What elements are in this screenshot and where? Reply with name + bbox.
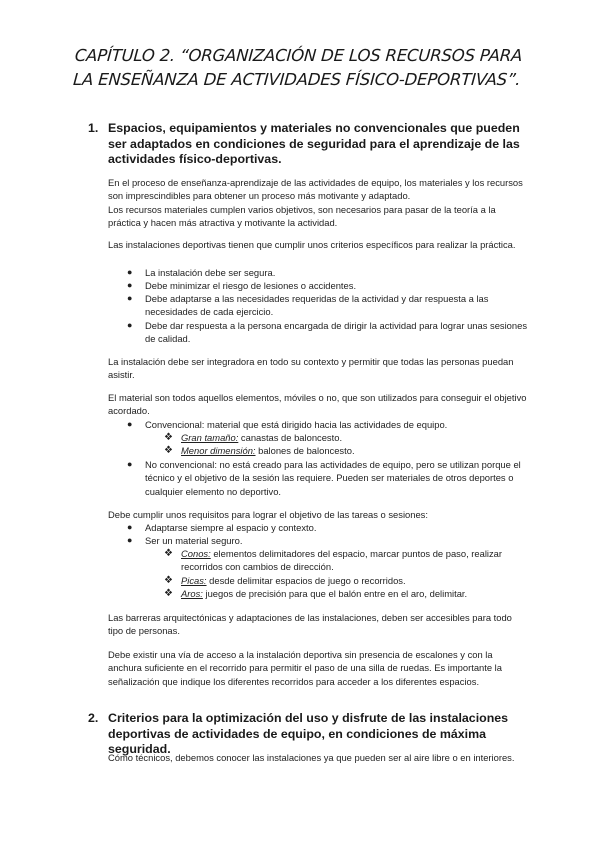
bullet-icon: ● bbox=[127, 459, 133, 469]
bullet-icon: ● bbox=[127, 535, 133, 545]
bullet-icon: ● bbox=[127, 522, 133, 532]
bullet-item bbox=[127, 534, 527, 547]
sub-bullet-text: canastas de baloncesto. bbox=[238, 432, 343, 443]
bullet-text: Debe adaptarse a las necesidades requeridas de la actividad y dar respuesta a las necesidades de cada ejercicio. bbox=[145, 293, 489, 318]
diamond-bullet-icon: ❖ bbox=[164, 575, 173, 586]
diamond-bullet-icon: ❖ bbox=[164, 445, 173, 456]
chapter-title: CAPÍTULO 2. “ORGANIZACIÓN DE LOS RECURSOS PARA LA ENSEÑANZA DE ACTIVIDADES FÍSICO-DEPORTIVAS”. bbox=[72, 46, 523, 89]
sub-bullet-text: juegos de precisión para que el balón entre en el aro, delimitar. bbox=[202, 588, 468, 599]
bullet-item-no-convencional bbox=[127, 458, 527, 498]
section-2-heading-text: Criterios para la optimización del uso y disfrute de las instalaciones deportivas de actividades de equipo, en condiciones de máxima seguridad. bbox=[108, 711, 509, 756]
sub-bullet-label: Conos: bbox=[181, 548, 211, 559]
section-1-number: 1. bbox=[88, 121, 99, 135]
section-2-number: 2. bbox=[88, 711, 99, 725]
sub-bullet-item bbox=[164, 547, 528, 574]
bullet-icon: ● bbox=[127, 267, 133, 277]
bullet-text: No convencional: no está creado para las actividades de equipo, pero se utilizan porque el técnico y el objetivo de la sesión las requiere. Pueden ser materiales de otros deportes o cualquier elemento no deportivo. bbox=[145, 459, 521, 497]
material-intro: El material son todos aquellos elementos, móviles o no, que son utilizados para conseguir el objetivo acordado. bbox=[108, 392, 527, 417]
bullet-item-convencional bbox=[127, 418, 527, 431]
integradora-paragraph: La instalación debe ser integradora en todo su contexto y permitir que todas las personas puedan asistir. bbox=[108, 356, 514, 381]
sub-bullet-label: Picas: bbox=[181, 575, 207, 586]
bullet-text: Adaptarse siempre al espacio y contexto. bbox=[145, 522, 317, 533]
diamond-bullet-icon: ❖ bbox=[164, 548, 173, 559]
bullet-text: Convencional: material que está dirigido hacia las actividades de equipo. bbox=[145, 419, 448, 430]
bullet-text: Ser un material seguro. bbox=[145, 535, 243, 546]
sub-bullet-item bbox=[164, 574, 528, 587]
bullet-text: Debe dar respuesta a la persona encargada de dirigir la actividad para lograr unas sesiones de calidad. bbox=[145, 320, 528, 345]
section-1-heading-text: Espacios, equipamientos y materiales no convencionales que pueden ser adaptados en condiciones de seguridad para el aprendizaje de las actividades físico-deportivas. bbox=[108, 121, 520, 166]
sub-bullet-label: Gran tamaño: bbox=[181, 432, 239, 443]
requisitos-intro: Debe cumplir unos requisitos para lograr el objetivo de las tareas o sesiones: bbox=[108, 509, 428, 520]
bullet-item bbox=[127, 521, 527, 534]
diamond-bullet-icon: ❖ bbox=[164, 588, 173, 599]
instalaciones-intro: Las instalaciones deportivas tienen que cumplir unos criterios específicos para realizar la práctica. bbox=[108, 239, 516, 250]
sub-bullet-text: balones de baloncesto. bbox=[255, 445, 355, 456]
bullet-item bbox=[127, 292, 527, 319]
sub-bullet-item bbox=[164, 587, 528, 600]
bullet-item bbox=[127, 266, 527, 279]
barreras-paragraph: Las barreras arquitectónicas y adaptaciones de las instalaciones, deben ser accesibles para todo tipo de personas. bbox=[108, 612, 512, 637]
diamond-bullet-icon: ❖ bbox=[164, 432, 173, 443]
bullet-icon: ● bbox=[127, 419, 133, 429]
bullet-icon: ● bbox=[127, 280, 133, 290]
sub-bullet-item bbox=[164, 444, 528, 457]
sub-bullet-label: Aros: bbox=[181, 588, 203, 599]
sub-bullet-text: elementos delimitadores del espacio, marcar puntos de paso, realizar recorridos con cambios de dirección. bbox=[181, 548, 503, 573]
tecnicos-paragraph: Cómo técnicos, debemos conocer las instalaciones ya que pueden ser al aire libre o en interiores. bbox=[108, 752, 515, 763]
bullet-item bbox=[127, 279, 527, 292]
section-1-heading bbox=[88, 121, 528, 168]
sub-bullet-text: desde delimitar espacios de juego o recorridos. bbox=[206, 575, 406, 586]
bullet-icon: ● bbox=[127, 293, 133, 303]
bullet-text: Debe minimizar el riesgo de lesiones o accidentes. bbox=[145, 280, 357, 291]
bullet-icon: ● bbox=[127, 320, 133, 330]
sub-bullet-item bbox=[164, 431, 528, 444]
acceso-paragraph: Debe existir una vía de acceso a la instalación deportiva sin presencia de escalones y con la anchura suficiente en el recorrido para permitir el paso de una silla de ruedas. Es importante la señalización que indique los diferentes recorridos para acceder a los diferentes espacios. bbox=[108, 649, 502, 687]
bullet-item bbox=[127, 319, 527, 346]
bullet-text: La instalación debe ser segura. bbox=[145, 267, 276, 278]
sub-bullet-label: Menor dimensión: bbox=[181, 445, 256, 456]
intro-paragraph-2: Los recursos materiales cumplen varios objetivos, son necesarios para pasar de la teoría a la práctica y hacen más atractiva y motivante la actividad. bbox=[108, 204, 496, 229]
intro-paragraph-1: En el proceso de enseñanza-aprendizaje de las actividades de equipo, los materiales y los recursos son imprescindibles para obtener un proceso más motivante y adaptado. bbox=[108, 177, 523, 202]
